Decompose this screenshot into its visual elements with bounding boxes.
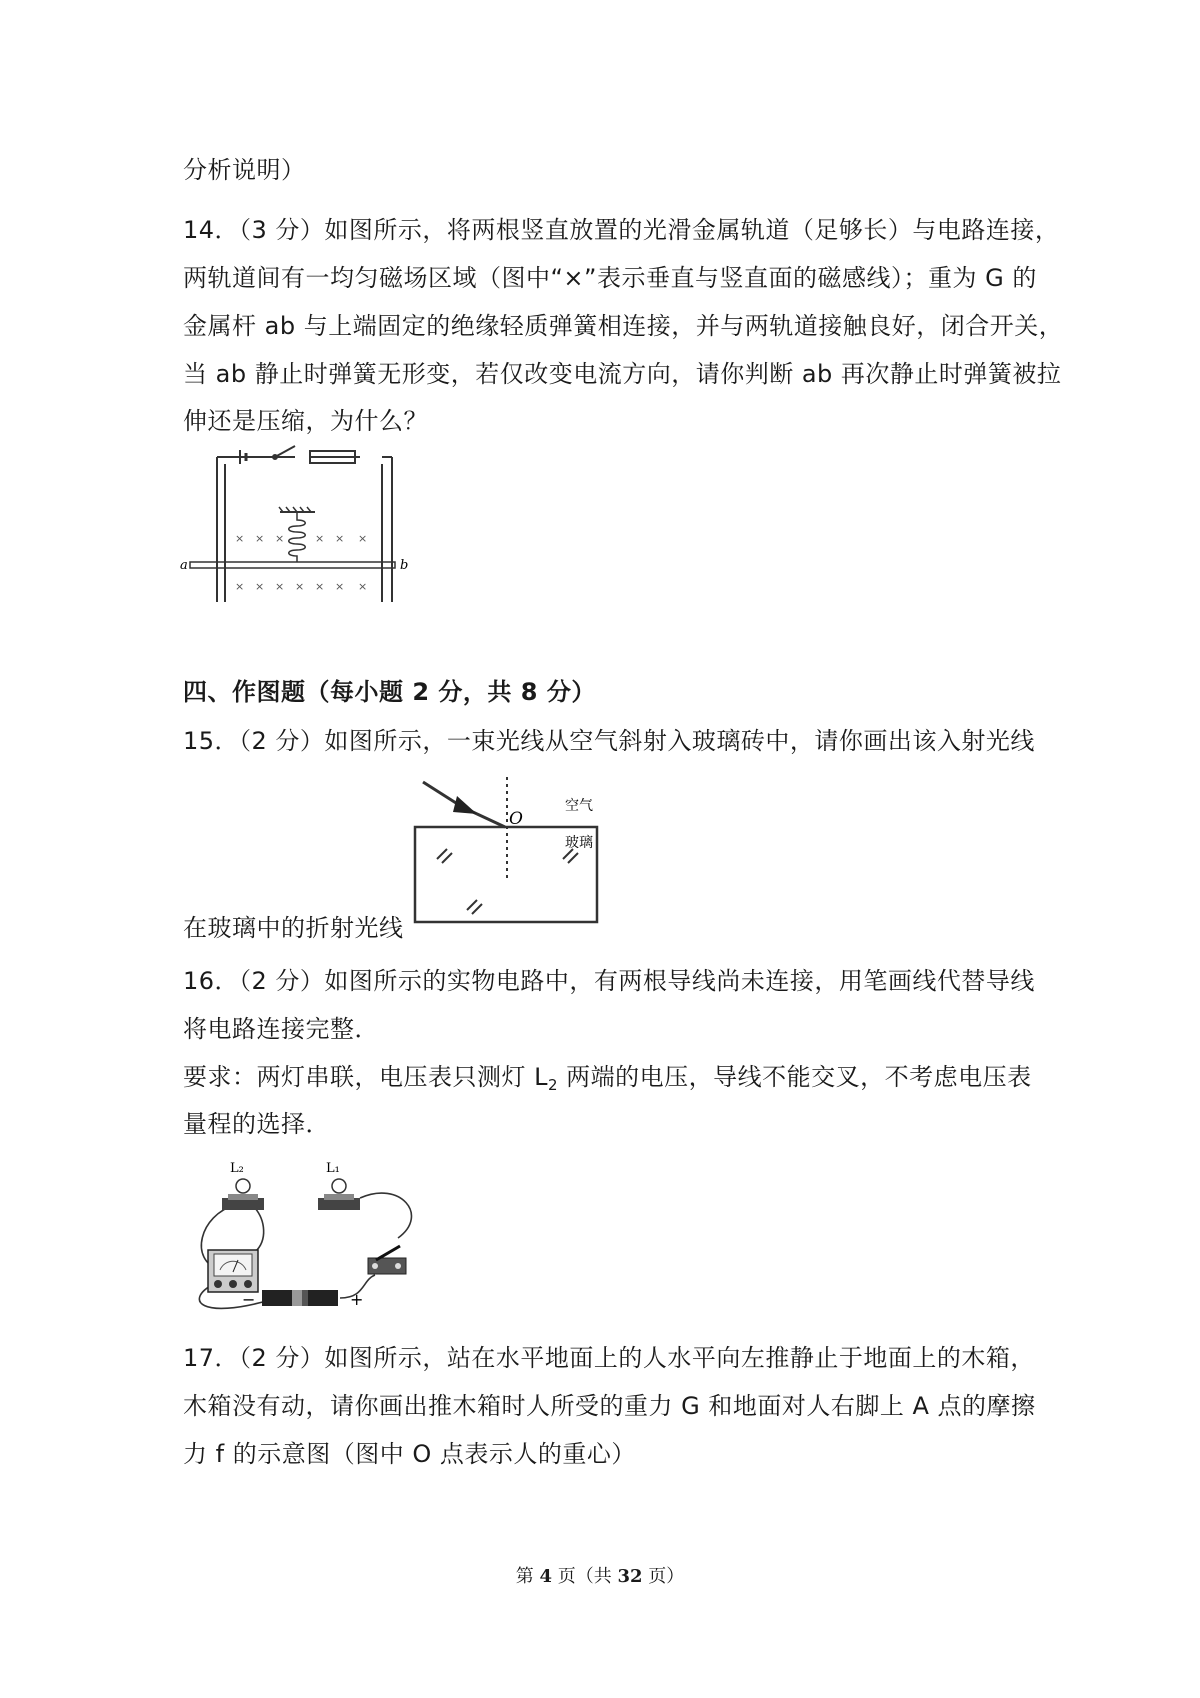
battery-pack: [242, 1290, 363, 1309]
field-mark: ×: [358, 580, 368, 593]
field-mark: ×: [235, 580, 245, 593]
q17-line-2: 木箱没有动，请你画出推木箱时人所受的重力 G 和地面对人右脚上 A 点的摩擦: [183, 1392, 1036, 1420]
rod-label-a: a: [180, 558, 188, 573]
field-mark: ×: [275, 580, 285, 593]
rod-label-b: b: [400, 558, 409, 573]
q15-refraction-figure: [405, 772, 605, 932]
field-mark: ×: [358, 532, 368, 545]
section-heading: 四、作图题（每小题 2 分，共 8 分）: [183, 678, 596, 706]
q16-line-2: 将电路连接完整．: [183, 1015, 379, 1043]
q15-line-1: 15．（2 分）如图所示，一束光线从空气斜射入玻璃砖中，请你画出该入射光线: [183, 727, 1035, 755]
lamp-l2: [222, 1161, 264, 1210]
field-mark: ×: [335, 580, 345, 593]
total-pages: 32: [617, 1566, 643, 1587]
switch: [368, 1246, 406, 1274]
page-number: 4: [539, 1566, 552, 1587]
field-mark: ×: [335, 532, 345, 545]
footer-prefix: 第: [515, 1566, 540, 1587]
q15-line-2: 在玻璃中的折射光线: [183, 914, 404, 942]
minus-terminal-label: −: [242, 1290, 256, 1309]
lamp-l1-label: L₁: [326, 1161, 340, 1176]
voltmeter: [208, 1250, 258, 1292]
q16-line-4: 量程的选择．: [183, 1110, 330, 1138]
page-footer: [0, 1562, 1200, 1588]
q14-circuit-figure: [180, 442, 420, 612]
field-mark: ×: [255, 580, 265, 593]
footer-suffix: 页）: [642, 1566, 685, 1587]
q16-requirement-text: 要求：两灯串联，电压表只测灯 L: [183, 1063, 548, 1091]
glass-label: 玻璃: [565, 835, 593, 851]
field-mark: ×: [315, 532, 325, 545]
field-mark: ×: [315, 580, 325, 593]
q16-requirement-rest: 两端的电压，导线不能交叉，不考虑电压表: [558, 1063, 1032, 1091]
field-mark: ×: [295, 580, 305, 593]
plus-terminal-label: +: [350, 1290, 364, 1309]
air-label: 空气: [565, 798, 593, 814]
q14-line-5: 伸还是压缩，为什么？: [183, 407, 428, 435]
lamp-l1: [318, 1161, 360, 1210]
point-o-label: O: [509, 809, 523, 829]
footer-middle: 页（共: [552, 1566, 618, 1587]
field-mark: ×: [235, 532, 245, 545]
lamp-l2-label: L₂: [230, 1161, 244, 1176]
field-mark: ×: [275, 532, 285, 545]
q16-requirement-line: [183, 1061, 1032, 1101]
lamp-subscript: 2: [548, 1076, 559, 1094]
q17-line-1: 17．（2 分）如图所示，站在水平地面上的人水平向左推静止于地面上的木箱，: [183, 1344, 1035, 1372]
q16-line-1: 16．（2 分）如图所示的实物电路中，有两根导线尚未连接，用笔画线代替导线: [183, 967, 1035, 995]
q14-line-4: 当 ab 静止时弹簧无形变，若仅改变电流方向，请你判断 ab 再次静止时弹簧被拉: [183, 360, 1062, 388]
q14-line-2: 两轨道间有一均匀磁场区域（图中“×”表示垂直与竖直面的磁感线）；重为 G 的: [183, 264, 1037, 292]
q14-line-3: 金属杆 ab 与上端固定的绝缘轻质弹簧相连接，并与两轨道接触良好，闭合开关，: [183, 312, 1064, 340]
q17-line-3: 力 f 的示意图（图中 O 点表示人的重心）: [183, 1440, 636, 1468]
q16-circuit-figure: [190, 1160, 450, 1310]
field-mark: ×: [255, 532, 265, 545]
q14-line-1: 14．（3 分）如图所示，将两根竖直放置的光滑金属轨道（足够长）与电路连接，: [183, 216, 1060, 244]
continued-text: 分析说明）: [183, 156, 306, 184]
